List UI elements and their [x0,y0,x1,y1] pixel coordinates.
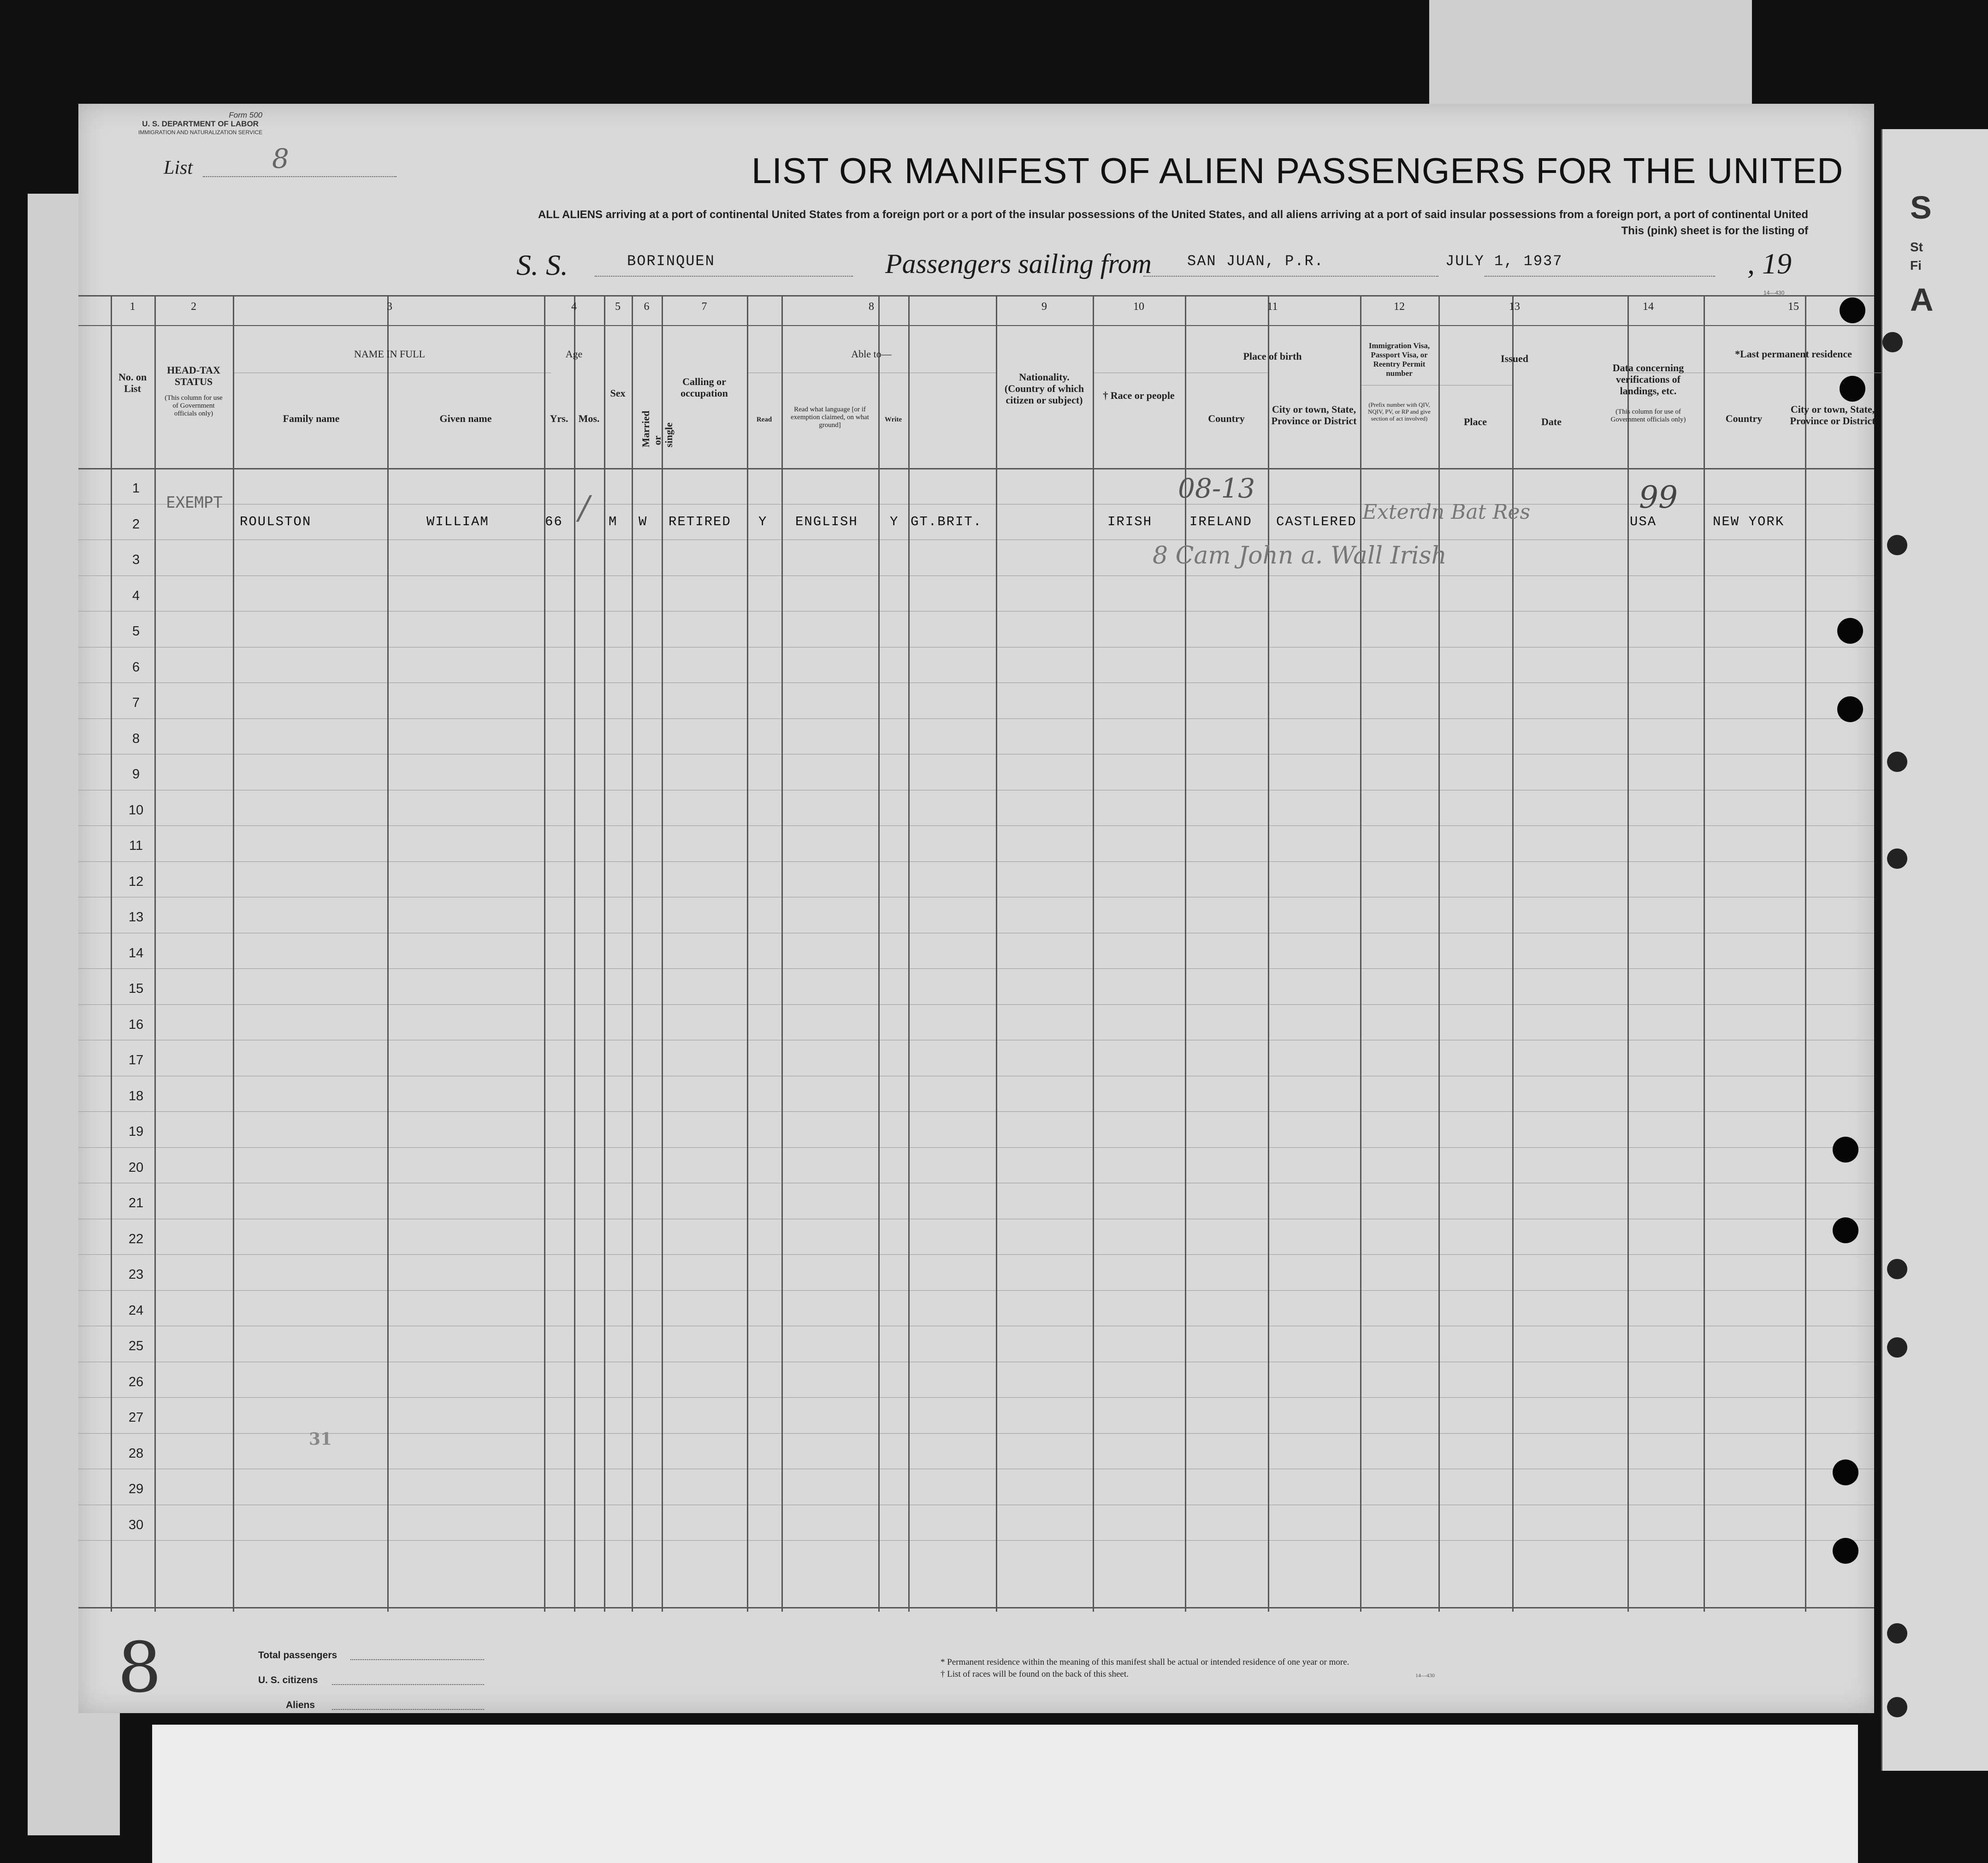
header-yrs: Yrs. [550,413,568,424]
grid-line [111,295,112,1612]
row-number: 18 [128,1088,144,1104]
departure-port: SAN JUAN, P.R. [1187,253,1324,270]
nationality: GT.BRIT. [911,514,982,529]
aliens-line [332,1709,484,1710]
punch-hole [1833,1460,1858,1485]
grid-line [781,295,783,1612]
grid-line [544,295,545,1612]
race: IRISH [1107,514,1153,529]
row-number: 4 [132,588,140,603]
header-race: † Race or people [1103,390,1175,401]
column-number: 14 [1643,301,1654,313]
row-line [78,1433,1874,1434]
row-line [78,1254,1874,1255]
header-mos: Mos. [578,413,600,424]
row-line [78,1397,1874,1398]
grid-line [747,295,748,1612]
next-sheet-fragment: A [1910,282,1934,318]
row-line [78,718,1874,719]
passengers-sailing-label: Passengers sailing from [885,249,1152,279]
row-number: 13 [128,910,144,925]
column-number: 8 [869,301,874,313]
header-sex: Sex [610,387,626,399]
date-line [1485,276,1715,277]
grid-line [1360,295,1361,1612]
header-residence-country: Country [1725,413,1763,424]
row-number: 11 [129,838,143,853]
read: Y [758,514,768,529]
header-given-name: Given name [439,413,492,424]
punch-hole [1833,1137,1858,1163]
row-number: 6 [132,659,140,675]
row-line [78,968,1874,969]
us-citizens-line [332,1684,484,1685]
header-able-to: Able to— [851,348,892,360]
next-sheet-fragment: St [1910,240,1923,254]
row-line [78,1111,1874,1112]
header-city-of-birth: City or town, State, Province or District [1271,403,1357,427]
header-calling: Calling or occupation [680,376,728,399]
footnote-races: † List of races will be found on the back of this sheet. [941,1669,1129,1679]
header-data-concerning: Data concerning verifications of landings, etc. [1612,362,1684,397]
form-header [138,111,262,137]
header-head-tax-note: (This column for use of Government officials only) [165,394,223,417]
row-number: 8 [132,731,140,746]
footnote-residence: * Permanent residence within the meaning of this manifest shall be actual or intended residence of one year or more. [941,1657,1349,1667]
column-number: 10 [1133,301,1144,313]
column-number: 12 [1394,301,1405,313]
row-number: 14 [128,945,144,961]
residence-city: NEW YORK [1713,514,1785,529]
handwritten-birth-code: 08-13 [1178,473,1255,504]
row-line [78,1290,1874,1291]
margin-mark: 31 [309,1430,332,1449]
list-line [203,176,396,177]
row-line [78,1540,1874,1541]
form-code: 14—430 [1763,290,1785,296]
row-number: 26 [128,1374,144,1389]
service: IMMIGRATION AND NATURALIZATION SERVICE [138,129,263,136]
header-head-tax: HEAD-TAX STATUS [167,364,220,387]
row-number: 22 [128,1231,144,1246]
next-sheet-fragment: S [1910,190,1932,225]
column-number: 5 [615,301,621,313]
punch-hole [1882,332,1903,352]
grid-line [878,295,880,1612]
city-of-birth: CASTLERED [1276,514,1357,529]
age-years: 66 [545,514,563,529]
grid-line [78,1607,1874,1608]
header-visa-note: (Prefix number with QIV, NQIV, PV, or RP and give section of act involved) [1368,401,1431,422]
grid-line [1093,295,1094,1612]
header-nationality: Nationality. (Country of which citizen or subject) [1004,371,1084,406]
write: Y [890,514,899,529]
grid-line [632,295,633,1612]
header-issued: Issued [1501,353,1528,364]
row-number: 12 [128,874,144,889]
row-number: 5 [132,624,140,639]
grid-line [1268,295,1269,1612]
header-data-note: (This column for use of Government officials only) [1610,408,1686,423]
column-number: 9 [1041,301,1047,313]
given-name: WILLIAM [426,514,489,529]
row-number: 21 [128,1196,144,1210]
row-number: 20 [128,1160,144,1175]
punch-hole [1887,1623,1907,1643]
header-visa: Immigration Visa, Passport Visa, or Reentry Permit number [1368,341,1430,378]
punch-hole [1887,848,1907,869]
header-married-single: Married or single [640,410,674,447]
back-paper-top [1429,0,1752,120]
punch-hole [1833,1217,1858,1243]
sailing-date: JULY 1, 1937 [1445,253,1563,270]
next-sheet [1881,129,1988,1771]
family-name: ROULSTON [240,514,312,529]
column-number: 11 [1267,301,1278,313]
grid-line [78,468,1874,469]
total-passengers-line [350,1659,484,1660]
handwritten-row2-note: 8 Cam John a. Wall Irish [1153,542,1447,570]
grid-line [1512,295,1514,1612]
grid-line [233,295,234,1612]
column-number: 2 [191,301,196,313]
year-label: , 19 [1747,247,1792,280]
grid-line [78,295,1874,297]
punch-hole [1887,1259,1907,1279]
ship-line [595,276,853,277]
handwritten-residence-code: 99 [1639,480,1678,515]
grid-line [1627,295,1629,1612]
header-language: Read what language [or if exemption claimed, on what ground] [791,406,869,429]
language: ENGLISH [795,514,858,529]
row-number: 23 [128,1267,144,1282]
us-citizens-label: U. S. citizens [258,1675,318,1685]
row-number: 16 [128,1017,144,1032]
country-of-birth: IRELAND [1189,514,1252,529]
total-passengers-label: Total passengers [258,1650,337,1661]
header-name-in-full: NAME IN FULL [354,348,425,360]
row-number: 1 [132,481,140,496]
form-number: Form 500 [229,111,263,119]
next-sheet-fragment: Fi [1910,258,1922,273]
punch-hole [1837,618,1863,644]
row-number: 24 [128,1303,144,1318]
list-label: List [164,157,193,178]
row-number: 17 [128,1053,144,1068]
residence-country: USA [1630,514,1657,529]
back-paper-bottom [152,1725,1858,1863]
grid-line [604,295,605,1612]
grid-line [662,295,663,1612]
row-number: 30 [128,1517,144,1532]
row-number: 29 [128,1482,144,1496]
grid-line [1805,295,1806,1612]
header-read: Read [756,416,772,423]
punch-hole [1837,696,1863,722]
header-no-on-list: No. on List [118,371,147,394]
subtitle-line-1: ALL ALIENS arriving at a port of continental United States from a foreign port or a port of the insular possessions of the United States, and all aliens arriving at a port of said insular possessions from a foreign port, a port of continental United [538,208,1808,221]
punch-hole [1840,376,1865,402]
column-number: 7 [701,301,707,313]
row-number: 2 [132,516,140,532]
punch-hole [1833,1538,1858,1564]
grid-line [78,325,1874,326]
aliens-label: Aliens [286,1700,315,1710]
row-number: 9 [132,767,140,782]
grid-line [1360,385,1512,386]
age-months-mark: / [579,489,590,527]
column-number: 6 [644,301,650,313]
column-number: 4 [571,301,577,313]
row-line [78,1004,1874,1005]
handwritten-visa-note: Exterdn Bat Res [1362,500,1531,524]
header-family-name: Family name [283,413,340,424]
row-number: 15 [128,981,144,996]
sex: M [609,514,618,529]
header-country-of-birth: Country [1208,413,1245,424]
punch-hole [1887,752,1907,772]
header-write: Write [884,416,902,423]
manifest-table [78,295,1874,1612]
row-number: 19 [128,1124,144,1139]
header-residence-city: City or town, State, Province or District [1790,403,1876,427]
row-number: 7 [132,695,140,710]
manifest-title: LIST OR MANIFEST OF ALIEN PASSENGERS FOR THE UNITED [751,150,1844,191]
grid-line [387,295,389,1612]
column-number: 13 [1509,301,1520,313]
calling: RETIRED [669,514,731,529]
header-age: Age [565,348,583,360]
married-single: W [639,514,648,529]
row-number: 28 [128,1446,144,1461]
grid-line [1438,295,1440,1612]
punch-hole [1887,1337,1907,1358]
row-number: 25 [128,1339,144,1353]
punch-hole [1840,297,1865,323]
corner-mark: 8 [118,1628,162,1708]
department: U. S. DEPARTMENT OF LABOR [142,119,259,128]
manifest-subtitle [538,207,1808,239]
row-line [78,825,1874,826]
column-number: 1 [130,301,136,313]
row-number: 3 [132,552,140,567]
row-number: 27 [128,1410,144,1425]
list-number: 8 [272,143,289,174]
grid-line [996,295,997,1612]
punch-hole [1887,535,1907,555]
grid-line [908,295,910,1612]
footer-form-code: 14—430 [1415,1672,1435,1679]
subtitle-line-2: This (pink) sheet is for the listing of [1621,225,1808,237]
row-line [78,861,1874,862]
row-line [78,1147,1874,1148]
ship-name: BORINQUEN [627,253,715,270]
header-last-residence: *Last permanent residence [1735,348,1852,360]
row-number: 10 [128,802,144,818]
header-issued-date: Date [1541,416,1562,427]
grid-line [574,295,575,1612]
port-line [1143,276,1438,277]
column-number: 3 [387,301,392,313]
header-issued-place: Place [1463,416,1487,427]
punch-hole [1887,1697,1907,1717]
row-line [78,682,1874,683]
ss-label: S. S. [516,249,568,281]
head-tax-status: EXEMPT [166,493,223,512]
grid-line [1704,295,1705,1612]
header-place-of-birth: Place of birth [1243,350,1302,362]
column-number: 15 [1788,301,1799,313]
